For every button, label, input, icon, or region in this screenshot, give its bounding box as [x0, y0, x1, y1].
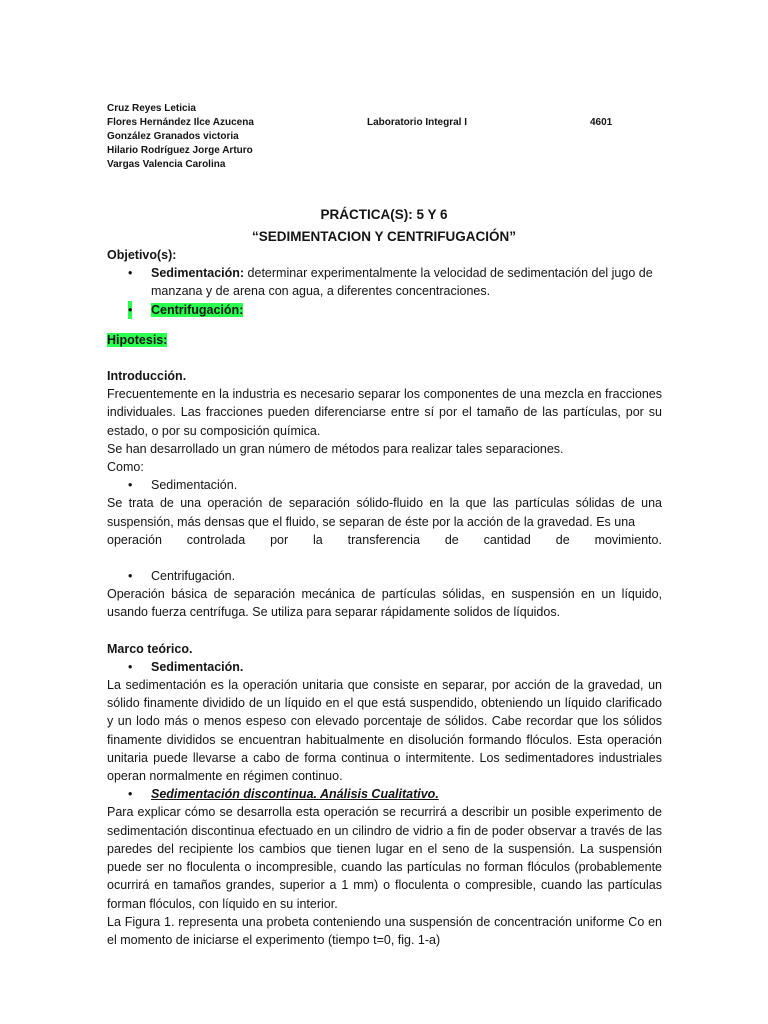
section-subheading: Sedimentación discontinua. Análisis Cualitativo.: [151, 787, 439, 802]
intro-heading: Introducción.: [107, 369, 187, 384]
author-name: Flores Hernández Ilce Azucena: [107, 117, 254, 128]
objective-item-sedimentacion: [107, 264, 662, 300]
list-item: [107, 476, 662, 494]
list-item-label: Centrifugación.: [151, 569, 236, 584]
section-subheading: Sedimentación.: [151, 659, 244, 674]
bullet-icon: •: [128, 787, 133, 802]
bullet-icon: •: [128, 569, 133, 584]
marco-paragraph: La sedimentación es la operación unitaria que consiste en separar, por acción de la gravedad, un sólido finamente dividido de un líquido en el que está suspendido, obteniendo un líquido clarificado y un lodo más o menos espeso con elevado porcentaje de sólidos. Cabe recordar que los sólidos finamente divididos se encuentran habitualmente en disolución formando flóculos. Esta operación unitaria puede llevarse a cabo de forma continua o intermitente. Los sedimentadores industriales operan normalmente en régimen continuo.: [107, 678, 662, 784]
intro-paragraph: Operación básica de separación mecánica de partículas sólidas, en suspensión en un líquido, usando fuerza centrífuga. Se utiliza para separar rápidamente solidos de líquidos.: [107, 587, 662, 620]
intro-paragraph: Se han desarrollado un gran número de métodos para realizar tales separaciones.: [107, 441, 564, 456]
author-name: González Granados victoria: [107, 131, 239, 142]
author-name: Vargas Valencia Carolina: [107, 159, 226, 170]
group-number: 4601: [590, 117, 613, 128]
list-item: [107, 567, 662, 585]
lab-name: Laboratorio Integral I: [367, 117, 468, 128]
list-item: [107, 658, 662, 676]
document-body: [107, 246, 662, 949]
objective-text: determinar experimentalmente la velocidad de sedimentación del jugo de manzana y de arena con agua, a diferentes concentraciones.: [151, 266, 653, 299]
marco-heading: Marco teórico.: [107, 641, 193, 656]
bullet-icon: •: [128, 266, 133, 281]
list-item: [107, 785, 662, 803]
intro-paragraph-last-line: operación controlada por la transferencia de cantidad de movimiento.: [107, 532, 662, 547]
intro-paragraph: Como:: [107, 460, 144, 475]
objective-label: Sedimentación:: [151, 266, 245, 281]
author-name: Hilario Rodríguez Jorge Arturo: [107, 145, 253, 156]
marco-paragraph: Para explicar cómo se desarrolla esta operación se recurrirá a describir un posible experimento de sedimentación discontinua efectuado en un cilindro de vidrio a fin de poder observar a través de las paredes del recipiente los cambios que tienen lugar en el seno de la suspensión. La suspensión puede ser no floculenta o incompresible, cuando las partículas no forman flóculos (probablemente ocurrirá en tamaños grandes, superior a 1 mm) o floculenta o compresible, cuando las partículas forman flóculos, con líquido en su interior.: [107, 805, 662, 911]
objectives-heading: Objetivo(s):: [107, 248, 177, 262]
objective-item-centrifugacion: [107, 301, 662, 319]
list-item-label: Sedimentación.: [151, 478, 238, 493]
bullet-icon: •: [128, 478, 133, 493]
intro-paragraph: Se trata de una operación de separación sólido-fluido en la que las partículas sólidas de una suspensión, más densas que el fluido, se separan de éste por la acción de la gravedad. Es una: [107, 496, 662, 529]
marco-paragraph: La Figura 1. representa una probeta conteniendo una suspensión de concentración uniforme Co en el momento de iniciarse el experimento (tiempo t=0, fig. 1-a): [107, 914, 662, 947]
practice-title: PRÁCTICA(S): 5 Y 6: [320, 207, 448, 222]
author-name: Cruz Reyes Leticia: [107, 103, 196, 114]
hypothesis-heading: Hipotesis:: [107, 332, 168, 347]
practice-subtitle: “SEDIMENTACION Y CENTRIFUGACIÓN”: [251, 229, 516, 244]
bullet-icon: •: [128, 301, 132, 319]
objective-label-highlighted: Centrifugación:: [151, 302, 244, 317]
author-list: [107, 102, 254, 172]
intro-paragraph: Frecuentemente en la industria es necesario separar los componentes de una mezcla en fracciones individuales. Las fracciones pueden diferenciarse entre sí por el tamaño de las partículas, por su estado, o por su composición química.: [107, 387, 662, 438]
bullet-icon: •: [128, 659, 133, 674]
